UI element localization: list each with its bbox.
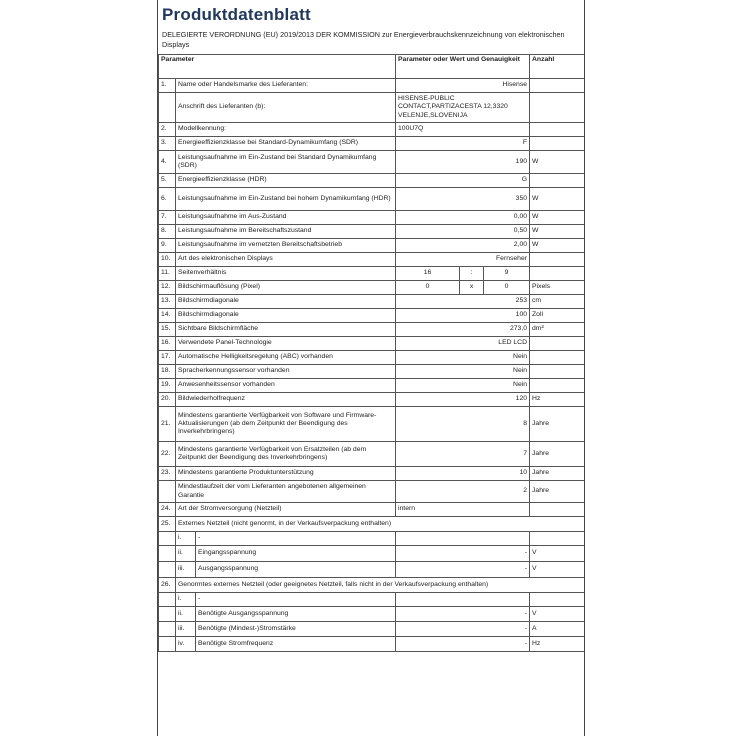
row-value: 253 — [396, 295, 530, 309]
row-label: Energieeffizienzklasse (HDR) — [176, 174, 396, 188]
subrow-value: - — [396, 637, 530, 652]
row-number: 23. — [159, 467, 176, 481]
subrow-unit: Hz — [530, 637, 585, 652]
row-unit — [530, 93, 585, 123]
row-label: Automatische Helligkeitsregelung (ABC) vorhanden — [176, 351, 396, 365]
subrow-unit — [530, 593, 585, 607]
row-value: 7 — [396, 442, 530, 467]
table-row — [159, 123, 585, 137]
table-row — [159, 174, 585, 188]
subrow-label: Benötigte Ausgangsspannung — [196, 607, 396, 622]
row-number: 5. — [159, 174, 176, 188]
row-unit — [530, 503, 585, 517]
subrow-spacer — [159, 622, 176, 637]
row-value: 273,0 — [396, 323, 530, 337]
row-value: 100U7Q — [396, 123, 530, 137]
subrow-index: ii. — [176, 607, 196, 622]
row-number: 17. — [159, 351, 176, 365]
section25-subrow — [159, 532, 585, 546]
subrow-index: iii. — [176, 562, 196, 578]
header-row — [159, 55, 585, 79]
row-number: 24. — [159, 503, 176, 517]
subrow-index: ii. — [176, 546, 196, 562]
row-label: Bildschirmdiagonale — [176, 309, 396, 323]
section25-subrow — [159, 546, 585, 562]
row-unit: Jahre — [530, 407, 585, 442]
row-unit: W — [530, 211, 585, 225]
row-value-part2: 0 — [484, 281, 530, 295]
subrow-label: - — [196, 593, 396, 607]
row-number: 18. — [159, 365, 176, 379]
row-number: 9. — [159, 239, 176, 253]
subrow-unit: V — [530, 607, 585, 622]
table-row — [159, 253, 585, 267]
row-number: 15. — [159, 323, 176, 337]
subrow-spacer — [159, 637, 176, 652]
row-value: 0,00 — [396, 211, 530, 225]
subrow-label: Benötigte Stromfrequenz — [196, 637, 396, 652]
row-value: LED LCD — [396, 337, 530, 351]
row-label: Anwesenheitssensor vorhanden — [176, 379, 396, 393]
header-unit: Anzahl — [530, 55, 585, 79]
table-row — [159, 267, 585, 281]
subrow-index: i. — [176, 532, 196, 546]
row-value: 350 — [396, 188, 530, 211]
section-label: Genormtes externes Netzteil (oder geeignetes Netzteil, falls nicht in der Verkaufsverpackung enthalten) — [176, 578, 585, 593]
subrow-index: iv. — [176, 637, 196, 652]
row-label: Bildschirmauflösung (Pixel) — [176, 281, 396, 295]
page-title: Produktdatenblatt — [162, 5, 311, 24]
row-unit: cm — [530, 295, 585, 309]
row-unit — [530, 253, 585, 267]
subrow-unit: A — [530, 622, 585, 637]
row-label: Seitenverhältnis — [176, 267, 396, 281]
subrow-label: Ausgangsspannung — [196, 562, 396, 578]
row-label: Spracherkennungssensor vorhanden — [176, 365, 396, 379]
table-row — [159, 323, 585, 337]
row-value: HISENSE-PUBLIC CONTACT,PARTIZACESTA 12,3320 VELENJE,SLOVENIJA — [396, 93, 530, 123]
row-unit — [530, 351, 585, 365]
row-label: Verwendete Panel-Technologie — [176, 337, 396, 351]
table-row — [159, 79, 585, 93]
row-number: 7. — [159, 211, 176, 225]
section-number: 25. — [159, 517, 176, 532]
row-unit — [530, 379, 585, 393]
row-label: Modellkennung: — [176, 123, 396, 137]
row-value-separator: : — [460, 267, 484, 281]
subrow-spacer — [159, 607, 176, 622]
row-label: Bildwiederholfrequenz — [176, 393, 396, 407]
row-number: 2. — [159, 123, 176, 137]
section26-header-row — [159, 578, 585, 593]
row-label: Mindestens garantierte Produktunterstützung — [176, 467, 396, 481]
subrow-spacer — [159, 593, 176, 607]
header-parameter: Parameter — [159, 55, 396, 79]
subrow-value: - — [396, 562, 530, 578]
row-label: Leistungsaufnahme im Ein-Zustand bei Standard Dynamikumfang (SDR) — [176, 151, 396, 174]
subrow-value: - — [396, 607, 530, 622]
row-label: Sichtbare Bildschirmfläche — [176, 323, 396, 337]
datasheet-table — [158, 54, 585, 652]
section26-subrow — [159, 593, 585, 607]
row-number: 10. — [159, 253, 176, 267]
row-number: 1. — [159, 79, 176, 93]
row-unit: W — [530, 239, 585, 253]
row-unit — [530, 337, 585, 351]
section26-subrow — [159, 607, 585, 622]
table-row — [159, 188, 585, 211]
table-row — [159, 365, 585, 379]
subrow-spacer — [159, 532, 176, 546]
row-label: Leistungsaufnahme im Aus-Zustand — [176, 211, 396, 225]
row-label: Mindestens garantierte Verfügbarkeit von Software und Firmware-Aktualisierungen (ab dem Zeitpunkt der Beendigung des Inverkehrbringens) — [176, 407, 396, 442]
row-label: Anschrift des Lieferanten (b): — [176, 93, 396, 123]
table-row — [159, 137, 585, 151]
section26-subrow — [159, 637, 585, 652]
row-label: Art des elektronischen Displays — [176, 253, 396, 267]
row-number: 21. — [159, 407, 176, 442]
subrow-value: - — [396, 546, 530, 562]
row-number: 4. — [159, 151, 176, 174]
row-value-part1: 16 — [396, 267, 460, 281]
row-label: Art der Stromversorgung (Netzteil) — [176, 503, 396, 517]
row-value-part1: 0 — [396, 281, 460, 295]
table-row — [159, 481, 585, 503]
row-value: 8 — [396, 407, 530, 442]
subrow-spacer — [159, 562, 176, 578]
row-value: G — [396, 174, 530, 188]
row-value: Nein — [396, 379, 530, 393]
row-value: 2,00 — [396, 239, 530, 253]
table-row — [159, 467, 585, 481]
subrow-value: - — [396, 622, 530, 637]
row-unit: W — [530, 151, 585, 174]
row-number — [159, 481, 176, 503]
row-value: Hisense — [396, 79, 530, 93]
row-number: 16. — [159, 337, 176, 351]
table-row — [159, 379, 585, 393]
row-unit: W — [530, 225, 585, 239]
table-row — [159, 93, 585, 123]
table-row — [159, 225, 585, 239]
row-value: 190 — [396, 151, 530, 174]
table-row — [159, 309, 585, 323]
subrow-value — [396, 593, 530, 607]
row-label: Name oder Handelsmarke des Lieferanten: — [176, 79, 396, 93]
subrow-value — [396, 532, 530, 546]
row-value: Nein — [396, 365, 530, 379]
section-number: 26. — [159, 578, 176, 593]
table-row — [159, 211, 585, 225]
row-number: 8. — [159, 225, 176, 239]
row-number: 14. — [159, 309, 176, 323]
row-unit: Jahre — [530, 442, 585, 467]
subrow-unit: V — [530, 546, 585, 562]
row-label: Leistungsaufnahme im Ein-Zustand bei hohem Dynamikumfang (HDR) — [176, 188, 396, 211]
row-unit: Pixels — [530, 281, 585, 295]
row-unit: Zoll — [530, 309, 585, 323]
table-row — [159, 442, 585, 467]
subrow-index: i. — [176, 593, 196, 607]
table-row — [159, 503, 585, 517]
row-label: Mindestlaufzeit der vom Lieferanten angebotenen allgemeinen Garantie — [176, 481, 396, 503]
datasheet-page — [157, 0, 585, 736]
regulation-subtitle: DELEGIERTE VERORDNUNG (EU) 2019/2013 DER KOMMISSION zur Energieverbrauchskennzeichnung von elektronischen Displays — [162, 30, 565, 49]
row-unit: Hz — [530, 393, 585, 407]
subrow-unit — [530, 532, 585, 546]
row-unit — [530, 267, 585, 281]
subrow-label: Eingangsspannung — [196, 546, 396, 562]
row-number: 13. — [159, 295, 176, 309]
row-unit — [530, 365, 585, 379]
row-value: 100 — [396, 309, 530, 323]
row-number: 22. — [159, 442, 176, 467]
row-value: 2 — [396, 481, 530, 503]
section25-header-row — [159, 517, 585, 532]
section25-subrow — [159, 562, 585, 578]
row-unit — [530, 79, 585, 93]
row-label: Leistungsaufnahme im Bereitschaftszustand — [176, 225, 396, 239]
row-value: 120 — [396, 393, 530, 407]
row-number: 6. — [159, 188, 176, 211]
section26-subrow — [159, 622, 585, 637]
table-row — [159, 337, 585, 351]
row-number: 11. — [159, 267, 176, 281]
row-value: Fernseher — [396, 253, 530, 267]
subrow-unit: V — [530, 562, 585, 578]
row-unit: Jahre — [530, 467, 585, 481]
row-unit — [530, 137, 585, 151]
row-number: 12. — [159, 281, 176, 295]
subrow-label: - — [196, 532, 396, 546]
row-value: 0,50 — [396, 225, 530, 239]
table-row — [159, 239, 585, 253]
row-number: 20. — [159, 393, 176, 407]
row-value-part2: 9 — [484, 267, 530, 281]
subrow-label: Benötigte (Mindest-)Stromstärke — [196, 622, 396, 637]
table-row — [159, 407, 585, 442]
row-number: 19. — [159, 379, 176, 393]
row-value: intern — [396, 503, 530, 517]
row-value: 10 — [396, 467, 530, 481]
row-unit: Jahre — [530, 481, 585, 503]
row-label: Energieeffizienzklasse bei Standard-Dynamikumfang (SDR) — [176, 137, 396, 151]
row-unit — [530, 123, 585, 137]
table-row — [159, 351, 585, 365]
table-row — [159, 295, 585, 309]
row-unit: dm² — [530, 323, 585, 337]
row-value: F — [396, 137, 530, 151]
subrow-spacer — [159, 546, 176, 562]
header-value: Parameter oder Wert und Genauigkeit — [396, 55, 530, 79]
table-row — [159, 393, 585, 407]
row-value: Nein — [396, 351, 530, 365]
table-row — [159, 281, 585, 295]
row-label: Mindestens garantierte Verfügbarkeit von Ersatzteilen (ab dem Zeitpunkt der Beendigung des Inverkehrbringens) — [176, 442, 396, 467]
subrow-index: iii. — [176, 622, 196, 637]
row-value-separator: x — [460, 281, 484, 295]
row-label: Bildschirmdiagonale — [176, 295, 396, 309]
section-label: Externes Netzteil (nicht genormt, in der Verkaufsverpackung enthalten) — [176, 517, 585, 532]
row-unit: W — [530, 188, 585, 211]
table-row — [159, 151, 585, 174]
row-number: 3. — [159, 137, 176, 151]
row-unit — [530, 174, 585, 188]
row-number — [159, 93, 176, 123]
row-label: Leistungsaufnahme im vernetzten Bereitschaftsbetrieb — [176, 239, 396, 253]
